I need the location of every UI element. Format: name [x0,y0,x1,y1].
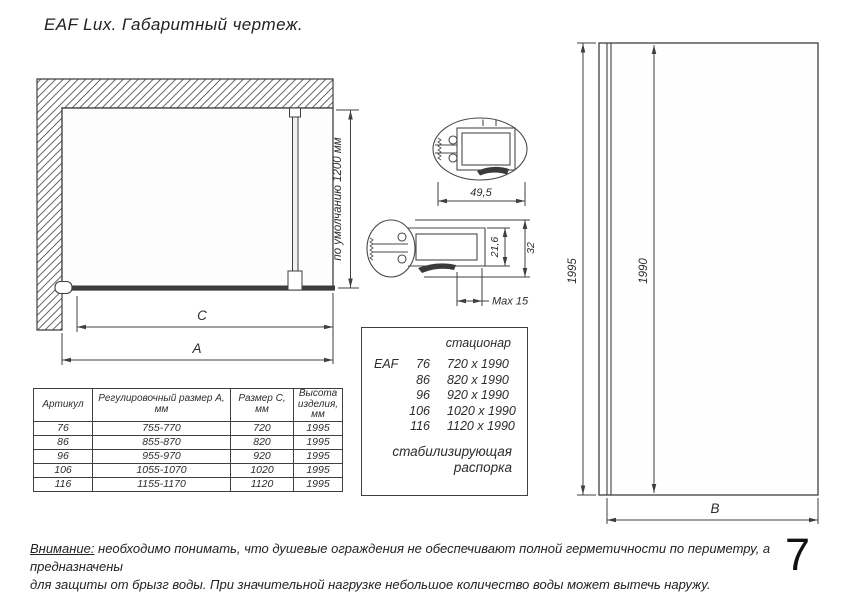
dim-21-6-label: 21,6 [489,236,501,258]
table-row [34,449,343,463]
dimension-c [77,293,333,364]
table-cell: 1155-1170 [93,477,231,491]
profile-section-bottom [358,200,543,312]
table-header-cell: Высота изделия, мм [294,389,343,422]
table-cell: 86 [34,435,93,449]
table-cell: 1995 [294,421,343,435]
panel-side-outline [599,43,818,495]
dim-c-label: C [197,308,207,323]
spec-row [362,388,527,404]
spec-row [362,373,527,389]
page-number: 7 [785,529,811,580]
rod-bottom-fitting [288,271,302,290]
table-row [34,435,343,449]
spec-article: 116 [410,419,430,433]
page-title: EAF Lux. Габаритный чертеж. [44,15,303,34]
dim-height-label: по умолчанию 1200 мм [332,137,344,261]
table-cell: 1055-1070 [93,463,231,477]
spec-size: 1020 x 1990 [447,403,516,418]
spec-footer [362,444,527,477]
spec-row [362,419,527,435]
spec-size: 1120 x 1990 [447,419,515,433]
table-cell: 116 [34,477,93,491]
dim-b-label: B [710,501,720,516]
spec-brand [362,388,404,404]
spec-row [362,357,527,373]
dim-a-label: A [192,341,202,356]
table-header-cell: Размер С, мм [231,389,294,422]
table-cell: 1995 [294,435,343,449]
table-cell: 755-770 [93,421,231,435]
spec-footer-line1: стабилизирующая [392,443,512,459]
front-view-drawing [30,75,370,375]
warning-label: Внимание: [30,541,95,556]
table-cell: 1020 [231,463,294,477]
table-cell: 106 [34,463,93,477]
wall-bracket [55,282,72,294]
table-row [34,463,343,477]
spec-size: 820 x 1990 [447,372,509,387]
spec-header: стационар [445,336,511,350]
support-rod [293,117,299,272]
dim-32-label: 32 [525,242,537,254]
table-cell: 855-870 [93,435,231,449]
spec-article: 106 [409,403,430,418]
table-header-cell: Регулировочный размер А, мм [93,389,231,422]
spec-footer-line2: распорка [453,460,512,475]
size-table [33,388,343,492]
spec-rows [362,357,527,435]
spec-brand [362,373,404,389]
spec-article: 76 [416,357,430,371]
spec-size: 920 x 1990 [447,388,509,402]
dim-max-15-label: Max 15 [492,295,529,308]
table-cell: 1995 [294,449,343,463]
profile-section-top [385,100,545,215]
spec-size: 720 x 1990 [447,357,509,371]
dimension-max-15 [457,268,489,306]
table-row [34,421,343,435]
spec-article: 96 [416,388,430,402]
dimension-1995 [577,43,596,495]
warning-line1: необходимо понимать, что душевые ограждения не обеспечивают полной герметичности по периметру, а предназначены [30,541,771,574]
table-cell: 1995 [294,477,343,491]
spec-box [361,327,528,496]
table-cell: 1995 [294,463,343,477]
dim-1995-label: 1995 [567,258,579,284]
dim-49-5-label: 49,5 [470,187,492,199]
table-row [34,477,343,491]
table-header-cell: Артикул [34,389,93,422]
table-header-row [34,389,343,422]
table-cell: 1120 [231,477,294,491]
spec-brand: EAF [374,357,399,371]
warning-text [30,540,786,594]
side-view-drawing [565,25,840,530]
spec-brand [362,404,404,420]
profile-clip-detail [477,167,509,176]
table-cell: 96 [34,449,93,463]
spec-article: 86 [416,372,430,387]
profile-clip-detail [418,263,456,273]
dim-1990-label: 1990 [638,258,650,284]
table-cell: 720 [231,421,294,435]
spec-brand [362,419,404,435]
table-cell: 76 [34,421,93,435]
table-cell: 955-970 [93,449,231,463]
rod-top-fitting [290,108,301,117]
warning-line2: для защиты от брызг воды. При значительной нагрузке небольшое количество воды может вытечь наружу. [30,577,711,592]
table-cell: 920 [231,449,294,463]
spec-row [362,404,527,420]
table-cell: 820 [231,435,294,449]
